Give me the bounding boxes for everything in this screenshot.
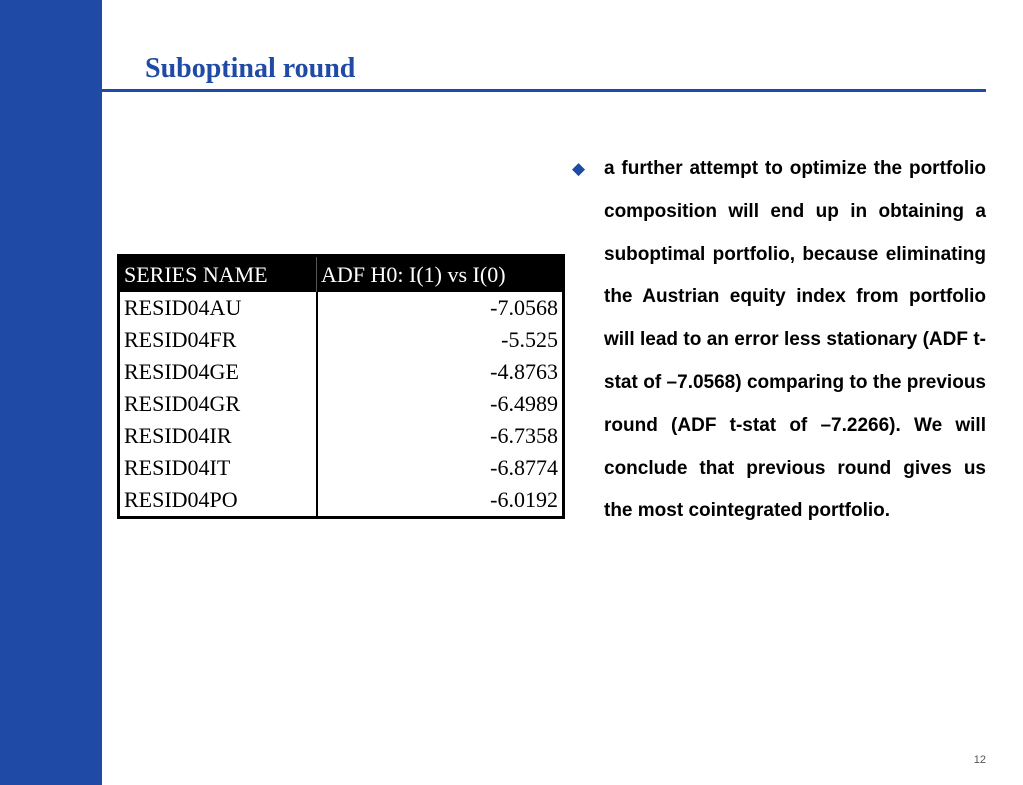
table-row [119,484,564,518]
table-row [119,388,564,420]
table-row [119,356,564,388]
adf-value-cell: -6.8774 [317,452,564,484]
adf-value-cell: -5.525 [317,324,564,356]
table-row [119,324,564,356]
table-header-row [119,256,564,293]
series-name-cell: RESID04GE [124,359,239,384]
table-row [119,452,564,484]
adf-value-cell: -4.8763 [317,356,564,388]
adf-value-cell: -7.0568 [317,292,564,324]
adf-results-table [117,254,565,519]
diamond-bullet-icon: ◆ [572,159,586,178]
title-underline [35,89,986,92]
table-row [119,292,564,324]
series-name-cell: RESID04AU [124,295,242,320]
series-name-cell: RESID04IT [124,455,231,480]
adf-value-cell: -6.4989 [317,388,564,420]
series-name-cell: RESID04FR [124,327,237,352]
left-accent-bar [0,0,102,785]
column-header-adf: ADF H0: I(1) vs I(0) [317,256,564,293]
adf-value-cell: -6.7358 [317,420,564,452]
series-name-cell: RESID04IR [124,423,232,448]
series-name-cell: RESID04GR [124,391,241,416]
adf-value-cell: -6.0192 [317,484,564,518]
column-header-series-name: SERIES NAME [119,256,317,293]
page-number: 12 [973,754,986,766]
table-row [119,420,564,452]
series-name-cell: RESID04PO [124,487,238,512]
bullet-paragraph: a further attempt to optimize the portfolio composition will end up in obtaining a suboptimal portfolio, because eliminating the Austrian equity index from portfolio will lead to an error less stationary (ADF t-stat of –7.0568) comparing to the previous round (ADF t-stat of –7.2266). We will conclude that previous round gives us the most cointegrated portfolio. [604,158,986,522]
slide-title: Suboptinal round [145,53,356,84]
